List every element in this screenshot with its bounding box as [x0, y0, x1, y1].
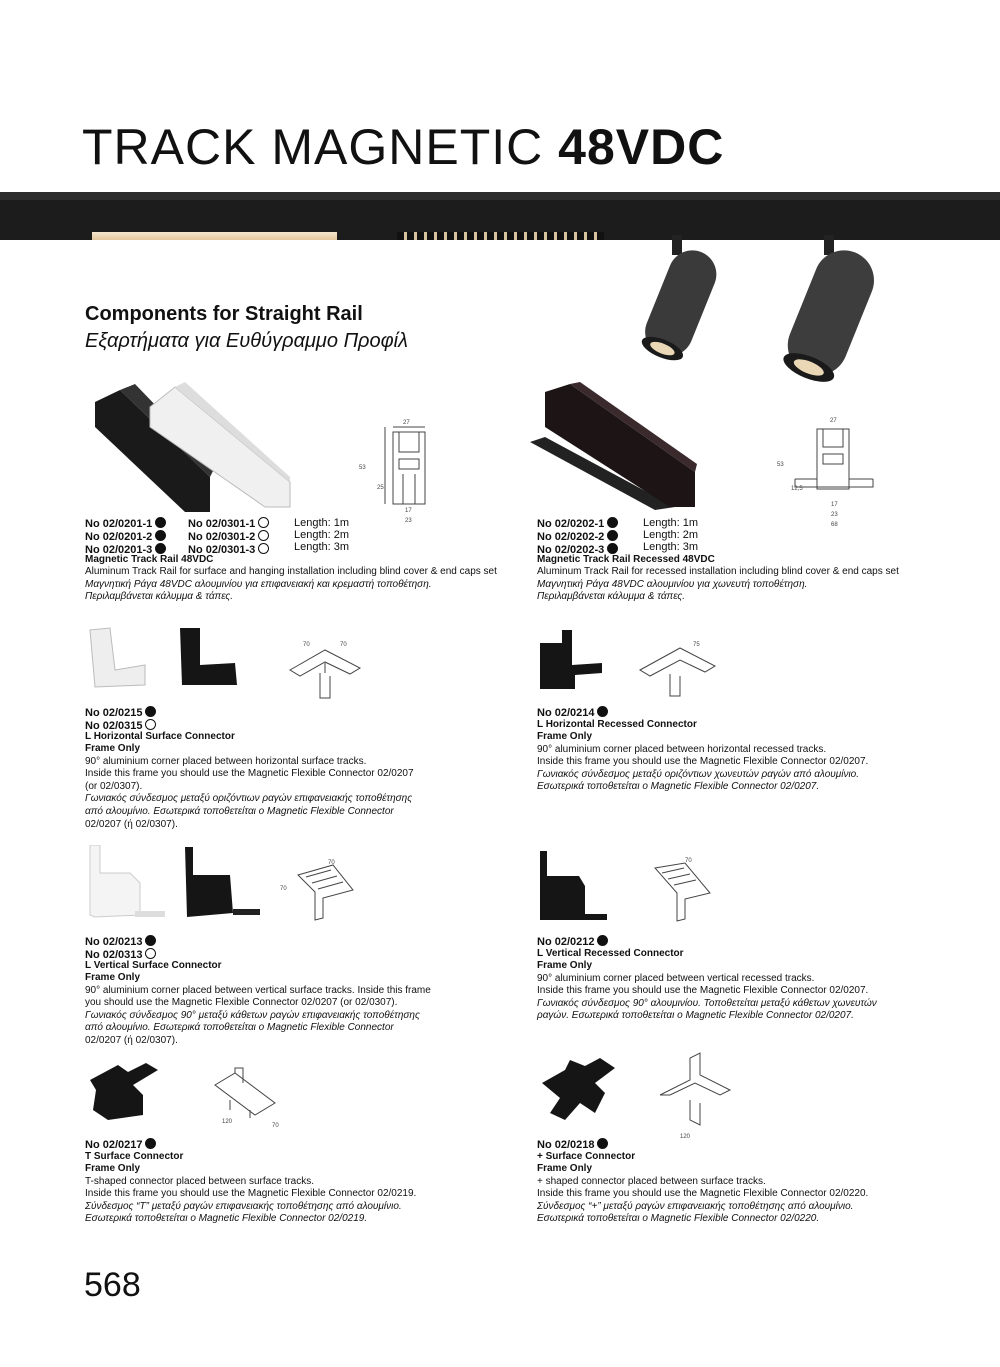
surface-rail-photo — [90, 382, 295, 512]
hero-rail-linear-light — [92, 232, 337, 240]
recessed-rail-name: Magnetic Track Rail Recessed 48VDC — [537, 554, 715, 565]
l-horizontal-surface-drawing — [285, 638, 365, 703]
dim-inner: 17 — [405, 508, 412, 514]
surface-rail-name: Magnetic Track Rail 48VDC — [85, 554, 214, 565]
l-horizontal-surface-codes: No 02/0215 No 02/0315 — [85, 706, 156, 732]
dim-base: 23 — [405, 518, 412, 524]
plus-surface-description: + Surface Connector Frame Only + shaped connector placed between surface tracks. Inside this frame you should use the Magnetic Flexible Connector 02/0220. Σύνδεσμος “+” μεταξύ ραγών επιφανειακής τοποθέτησης από αλουμίνιο. Εσωτερικά τοποθετείται ο Magnetic Flexible Connector 02/0220. — [537, 1151, 869, 1225]
recessed-rail-description: Aluminum Track Rail for recessed installation including blind cover & end caps set Μαγνητική Ράγα 48VDC αλουμινίου για χωνευτή τοποθέτηση. Περιλαμβάνεται κάλυμμα & τάπες. — [537, 566, 899, 603]
white-color-dot — [258, 530, 269, 541]
black-color-dot — [155, 543, 166, 554]
l-vertical-recessed-drawing — [650, 853, 725, 923]
l-vertical-recessed-codes: No 02/0212 — [537, 935, 608, 948]
dim-a: 75 — [693, 642, 700, 648]
black-color-dot — [145, 706, 156, 717]
l-horizontal-recessed-codes: No 02/0214 — [537, 706, 608, 719]
t-surface-drawing — [210, 1065, 290, 1130]
surface-rail-description: Aluminum Track Rail for surface and hanging installation including blind cover & end caps set Μαγνητική Ράγα 48VDC αλουμινίου για επιφανειακή και κρεμαστή τοποθέτηση. Περιλαμβάνεται κάλυμμα & τάπες. — [85, 566, 497, 603]
l-horizontal-surface-description: L Horizontal Surface Connector Frame Only 90° aluminium corner placed between horizontal surface tracks. Inside this frame you should use the Magnetic Flexible Connector 02/0207 (or 02/0307). Γωνιακός σύνδεσμος μεταξύ οριζόντιων ραγών επιφανειακής τοποθέτησης από αλουμίνιο. Εσωτερικά τοποθετείται ο Magnetic Flexible Connector 02/0207 (ή 02/0307). — [85, 731, 414, 830]
plus-surface-photo — [540, 1058, 620, 1126]
page-number: 568 — [84, 1266, 141, 1304]
section-title-gr: Εξαρτήματα για Ευθύγραμμο Προφίλ — [85, 330, 408, 352]
black-color-dot — [145, 935, 156, 946]
black-color-dot — [607, 530, 618, 541]
dim-a: 70 — [303, 642, 310, 648]
t-surface-codes: No 02/0217 — [85, 1138, 156, 1151]
black-color-dot — [155, 517, 166, 528]
surface-rail-drawing — [355, 414, 450, 529]
l-vertical-recessed-photo — [537, 848, 617, 923]
dim-b: 70 — [280, 886, 287, 892]
t-surface-photo — [88, 1060, 163, 1125]
t-surface-description: T Surface Connector Frame Only T-shaped connector placed between surface tracks. Inside this frame you should use the Magnetic Flexible Connector 02/0219. Σύνδεσμος “T” μεταξύ ραγών επιφανειακής τοποθέτησης από αλουμίνιο. Εσωτερικά τοποθετείται ο Magnetic Flexible Connector 02/0219. — [85, 1151, 417, 1225]
dim-base: 23 — [831, 512, 838, 518]
dim-depth: 25 — [377, 485, 384, 491]
recessed-rail-drawing — [775, 414, 885, 532]
dim-flange: 12,5 — [791, 486, 803, 492]
white-color-dot — [145, 948, 156, 959]
black-color-dot — [155, 530, 166, 541]
dim-a: 70 — [328, 860, 335, 866]
dim-height: 53 — [777, 462, 784, 468]
black-color-dot — [607, 517, 618, 528]
dim-inner: 17 — [831, 502, 838, 508]
hero-spotlights-image — [600, 230, 900, 385]
l-vertical-surface-codes: No 02/0213 No 02/0313 — [85, 935, 156, 961]
surface-rail-lengths: Length: 1m Length: 2m Length: 3m — [294, 517, 350, 553]
white-color-dot — [258, 543, 269, 554]
l-vertical-surface-photos — [85, 845, 265, 920]
black-color-dot — [597, 706, 608, 717]
dim-a: 70 — [685, 858, 692, 864]
page-title: TRACK MAGNETIC 48VDC — [82, 119, 725, 175]
l-horizontal-recessed-drawing — [635, 638, 720, 703]
black-color-dot — [597, 935, 608, 946]
l-horizontal-recessed-description: L Horizontal Recessed Connector Frame Only 90° aluminium corner placed between horizontal recessed tracks. Inside this frame you should use the Magnetic Flexible Connector 02/0207. Γωνιακός σύνδεσμος μεταξύ οριζόντιων χωνευτών ραγών από αλουμίνιο. Εσωτερικά τοποθετείται ο Magnetic Flexible Connector 02/0207. — [537, 719, 869, 793]
white-color-dot — [145, 719, 156, 730]
hero-rail-spot-module — [397, 232, 604, 240]
recessed-rail-codes: No 02/0202-1 No 02/0202-2 No 02/0202-3 — [537, 517, 618, 556]
l-vertical-surface-drawing — [278, 855, 358, 925]
black-color-dot — [607, 543, 618, 554]
dim-b: 70 — [340, 642, 347, 648]
surface-rail-codes-b: No 02/0301-1 No 02/0301-2 No 02/0301-3 — [188, 517, 269, 556]
black-color-dot — [597, 1138, 608, 1149]
dim-width: 27 — [830, 418, 837, 424]
recessed-rail-photo — [525, 382, 700, 510]
dim-height: 53 — [359, 465, 366, 471]
surface-rail-codes-a: No 02/0201-1 No 02/0201-2 No 02/0201-3 — [85, 517, 166, 556]
black-color-dot — [145, 1138, 156, 1149]
l-vertical-recessed-description: L Vertical Recessed Connector Frame Only 90° aluminium corner placed between vertical recessed tracks. Inside this frame you should use the Magnetic Flexible Connector 02/0207. Γωνιακός σύνδεσμος 90° αλουμινίου. Τοποθετείται μεταξύ κάθετων χωνευτών ραγών. Εσωτερικά τοποθετείται ο Magnetic Flexible Connector 02/0207. — [537, 948, 877, 1022]
plus-surface-codes: No 02/0218 — [537, 1138, 608, 1151]
dim-b: 70 — [272, 1123, 279, 1129]
l-horizontal-surface-photos — [85, 625, 250, 693]
hero-rail-edge — [0, 192, 1000, 200]
l-horizontal-recessed-photo — [537, 625, 607, 693]
recessed-rail-lengths: Length: 1m Length: 2m Length: 3m — [643, 517, 699, 553]
dim-total: 68 — [831, 522, 838, 528]
plus-surface-drawing — [655, 1050, 745, 1142]
dim-width: 27 — [403, 420, 410, 426]
l-vertical-surface-description: L Vertical Surface Connector Frame Only 90° aluminium corner placed between vertical surface tracks. Inside this frame you should use the Magnetic Flexible Connector 02/0207 (or 02/0307). Γωνιακός σύνδεσμος 90° μεταξύ κάθετων ραγών επιφανειακής τοποθέτησης από αλουμίνιο. Εσωτερικά τοποθετείται ο Magnetic Flexible Connector 02/0207 (ή 02/0307). — [85, 960, 431, 1046]
white-color-dot — [258, 517, 269, 528]
dim-a: 120 — [222, 1119, 233, 1125]
dim-a: 120 — [680, 1134, 691, 1140]
section-title-en: Components for Straight Rail — [85, 303, 363, 325]
